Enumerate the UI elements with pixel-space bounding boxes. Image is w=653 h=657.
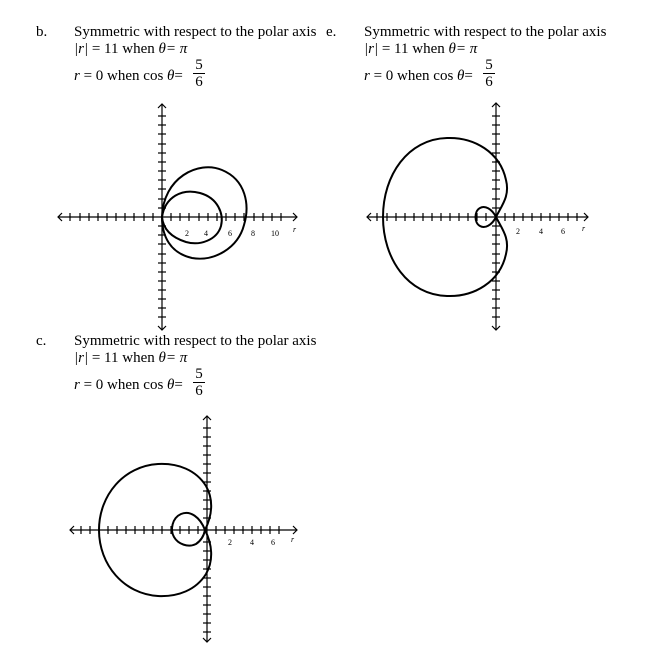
tick-label: 4 [539,227,543,236]
abs-r-line: |r| = 11 when θ= π [74,350,188,366]
tick-label: 4 [250,538,254,547]
tick-label: 2 [228,538,232,547]
axis-label: r [293,225,297,234]
symmetry-text: Symmetric with respect to the polar axis [74,24,317,40]
option-label: b. [36,24,48,40]
tick-label: 4 [204,229,208,238]
option-label: c. [36,333,47,349]
tick-label: 10 [271,229,279,238]
option-label: e. [326,24,337,40]
axis-label: r [291,535,295,544]
axis-label: r [582,224,586,233]
tick-label: 2 [516,227,520,236]
fraction: $\frac{5}{6}$ [193,58,205,91]
tick-label: 6 [271,538,275,547]
zero-r-line: r = 0 when cos θ= $\frac{5}{6}$ [74,371,316,401]
zero-r-line: r = 0 when cos θ= $\frac{5}{6}$ [74,62,316,92]
tick-label: 6 [228,229,232,238]
zero-r-line: r = 0 when cos θ= $\frac{5}{6}$ [364,62,606,92]
tick-label: 2 [185,229,189,238]
tick-label: 8 [251,229,255,238]
abs-r-line: |r| = 11 when θ= π [74,41,188,57]
abs-r-line: |r| = 11 when θ= π [364,41,478,57]
tick-label: 6 [561,227,565,236]
symmetry-text: Symmetric with respect to the polar axis [364,24,607,40]
symmetry-text: Symmetric with respect to the polar axis [74,333,317,349]
fraction: $\frac{5}{6}$ [193,367,205,400]
fraction: $\frac{5}{6}$ [483,58,495,91]
